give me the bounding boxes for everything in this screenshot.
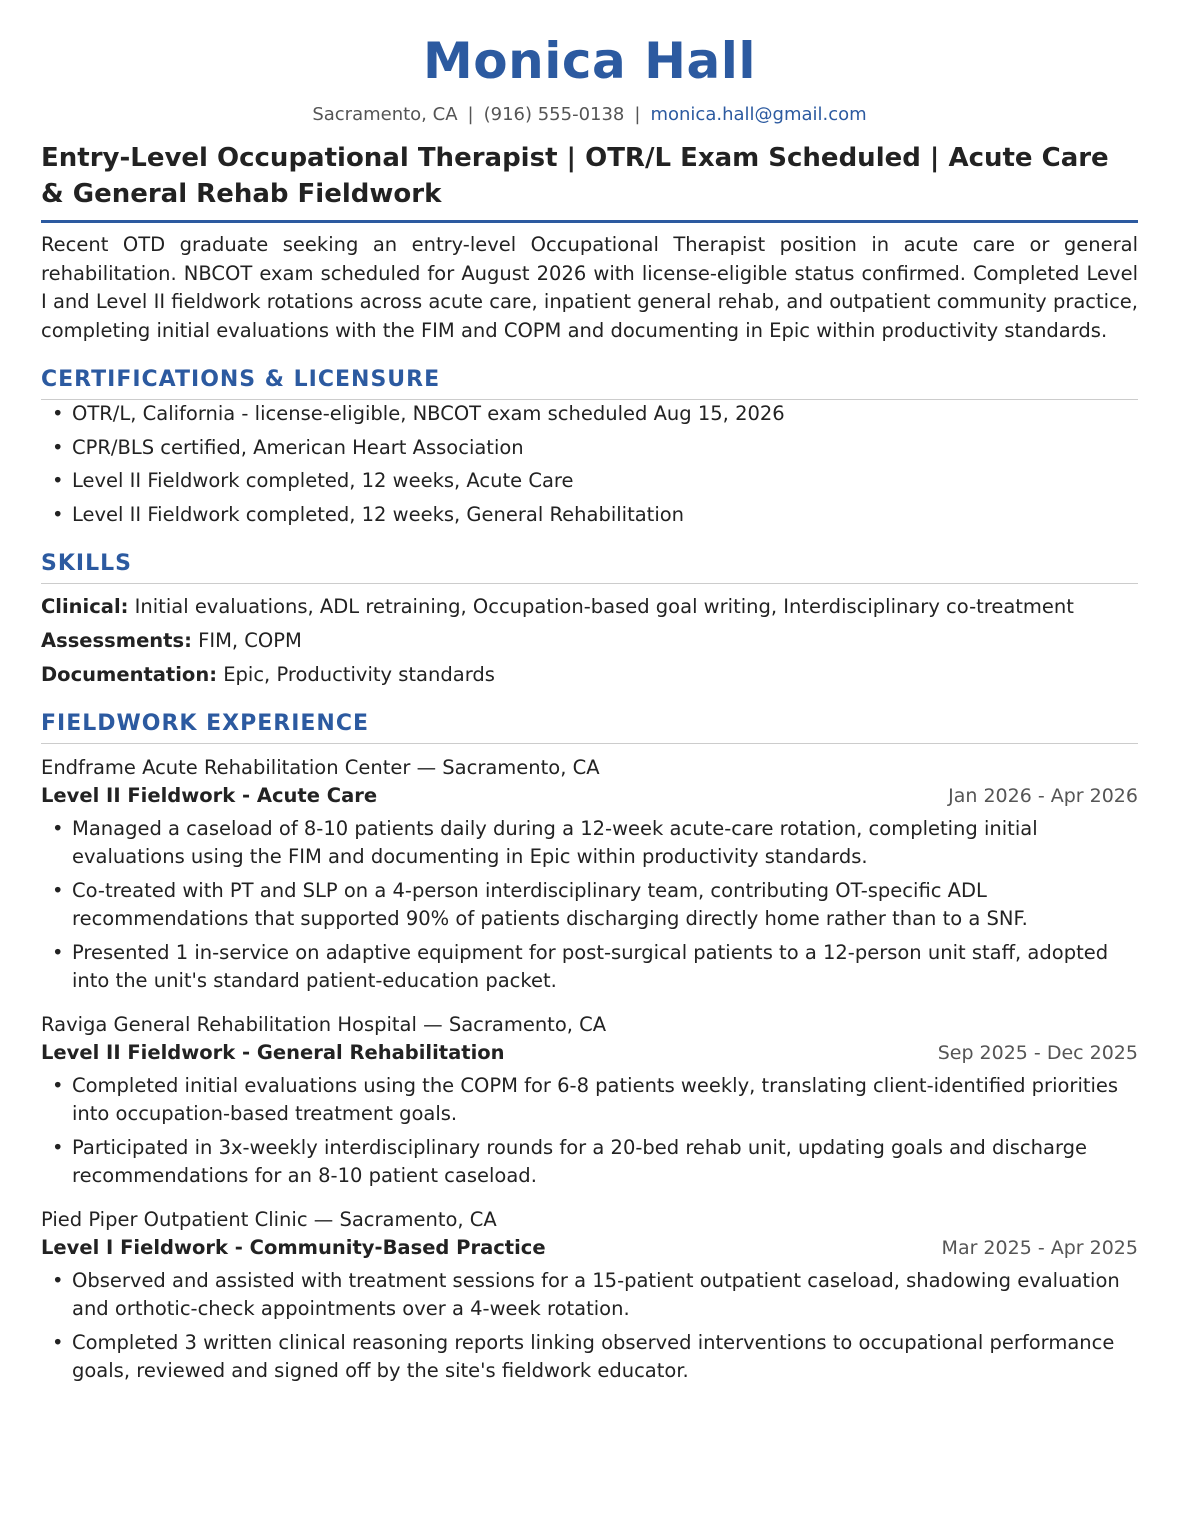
employer-line: Pied Piper Outpatient Clinic — Sacramento, CA (41, 1207, 497, 1231)
experience-bullet: • Co-treated with PT and SLP on a 4-person interdisciplinary team, contributing OT-specific ADL recommendations that supported 90% of patients discharging directly home rather than to a SNF. (52, 878, 1028, 930)
role-title: Level II Fieldwork - General Rehabilitation (41, 1040, 505, 1064)
contact-email-link[interactable]: monica.hall@gmail.com (650, 104, 867, 125)
section-title-skills: SKILLS (41, 550, 1138, 584)
contact-separator: | (467, 104, 474, 125)
experience-entry (41, 754, 1138, 995)
contact-separator: | (634, 104, 641, 125)
bullet-icon: • (52, 402, 64, 426)
certification-item: • Level II Fieldwork completed, 12 weeks, General Rehabilitation (41, 501, 1138, 529)
role-dates: Mar 2025 - Apr 2025 (941, 1236, 1138, 1259)
role-dates: Jan 2026 - Apr 2026 (948, 784, 1138, 807)
skill-value: Initial evaluations, ADL retraining, Occupation-based goal writing, Interdisciplinary co-treatment (134, 594, 1074, 618)
contact-phone: (916) 555-0138 (483, 104, 625, 125)
skill-row-clinical (41, 593, 1138, 621)
certification-item: • OTR/L, California - license-eligible, NBCOT exam scheduled Aug 15, 2026 (41, 400, 1138, 428)
skill-value: FIM, COPM (198, 628, 302, 652)
skill-label: Clinical: (41, 594, 129, 618)
skill-row-documentation (41, 661, 1138, 689)
certification-item: • CPR/BLS certified, American Heart Association (41, 434, 1138, 462)
professional-headline: Entry-Level Occupational Therapist | OTR/L Exam Scheduled | Acute Care & General Rehab Fieldwork (41, 140, 1138, 223)
experience-bullet: • Managed a caseload of 8-10 patients daily during a 12-week acute-care rotation, completing initial evaluations using the FIM and documenting in Epic within productivity standards. (52, 816, 1038, 868)
bullet-icon: • (52, 502, 64, 526)
bullet-icon: • (52, 1135, 64, 1159)
role-row (41, 1039, 1138, 1067)
bullet-icon: • (52, 940, 64, 964)
role-row (41, 782, 1138, 810)
bullet-icon: • (52, 816, 64, 840)
experience-entry (41, 1011, 1138, 1190)
employer-line: Endframe Acute Rehabilitation Center — Sacramento, CA (41, 755, 600, 779)
bullet-icon: • (52, 1073, 64, 1097)
contact-location: Sacramento, CA (312, 104, 458, 125)
bullet-icon: • (52, 1330, 64, 1354)
experience-bullets (41, 1267, 1138, 1385)
certification-item: • Level II Fieldwork completed, 12 weeks, Acute Care (41, 467, 1138, 495)
professional-summary: Recent OTD graduate seeking an entry-level Occupational Therapist position in acute care or general rehabilitation. NBCOT exam scheduled for August 2026 with license-eligible status confirmed. Completed Level I and Level II fieldwork rotations across acute care, inpatient general rehab, and outpatient community practice, completing initial evaluations with the FIM and COPM and documenting in Epic within productivity standards. (41, 233, 1138, 342)
employer-line: Raviga General Rehabilitation Hospital — Sacramento, CA (41, 1012, 607, 1036)
skill-value: Epic, Productivity standards (223, 662, 495, 686)
experience-entry (41, 1206, 1138, 1385)
contact-line (41, 104, 1138, 126)
section-title-certifications: CERTIFICATIONS & LICENSURE (41, 366, 1138, 400)
certifications-list (41, 400, 1138, 529)
experience-bullet: • Presented 1 in-service on adaptive equipment for post-surgical patients to a 12-person unit staff, adopted into the unit's standard patient-education packet. (52, 940, 1109, 992)
role-title: Level II Fieldwork - Acute Care (41, 783, 378, 807)
skill-label: Documentation: (41, 662, 218, 686)
section-title-experience: FIELDWORK EXPERIENCE (41, 710, 1138, 744)
bullet-icon: • (52, 878, 64, 902)
experience-bullets (41, 1072, 1138, 1190)
bullet-icon: • (52, 1268, 64, 1292)
experience-bullets (41, 815, 1138, 995)
role-title: Level I Fieldwork - Community-Based Practice (41, 1235, 546, 1259)
experience-bullet: • Participated in 3x-weekly interdisciplinary rounds for a 20-bed rehab unit, updating goals and discharge recommendations for an 8-10 patient caseload. (52, 1135, 1088, 1187)
skills-block (41, 593, 1138, 689)
skill-row-assessments (41, 627, 1138, 655)
bullet-icon: • (52, 435, 64, 459)
candidate-name: Monica Hall (423, 32, 756, 90)
bullet-icon: • (52, 469, 64, 493)
experience-bullet: • Completed 3 written clinical reasoning reports linking observed interventions to occupational performance goals, reviewed and signed off by the site's fieldwork educator. (52, 1330, 1115, 1382)
role-dates: Sep 2025 - Dec 2025 (937, 1041, 1138, 1064)
role-row (41, 1234, 1138, 1262)
experience-bullet: • Completed initial evaluations using the COPM for 6-8 patients weekly, translating client-identified priorities into occupation-based treatment goals. (52, 1073, 1119, 1125)
skill-label: Assessments: (41, 628, 192, 652)
experience-bullet: • Observed and assisted with treatment sessions for a 15-patient outpatient caseload, shadowing evaluation and orthotic-check appointments over a 4-week rotation. (52, 1268, 1120, 1320)
